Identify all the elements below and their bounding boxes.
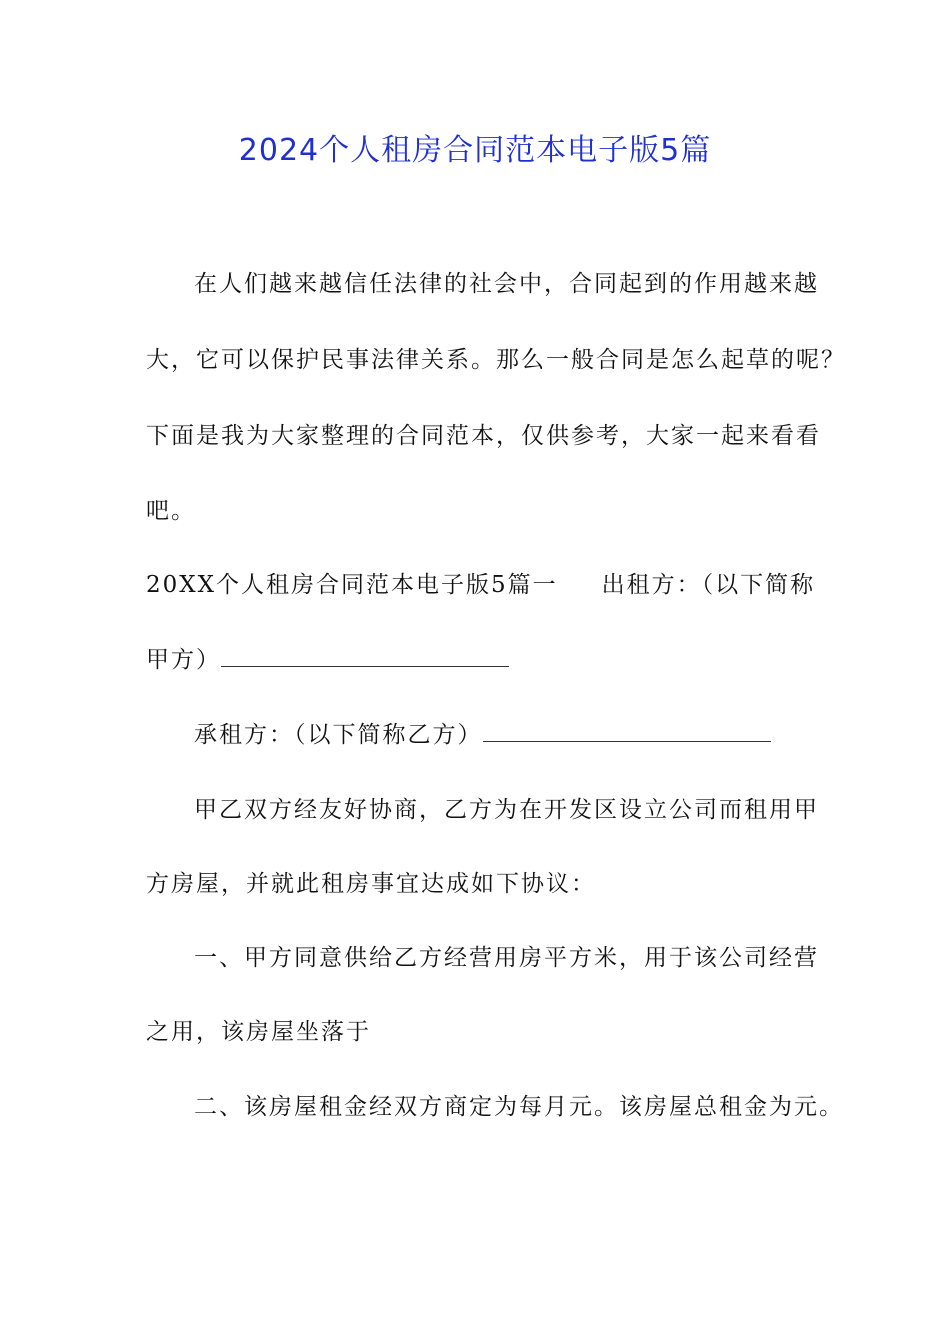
lessee-blank-field[interactable] xyxy=(483,717,771,742)
section-heading-line xyxy=(146,567,836,603)
agreement-line-2: 方房屋，并就此租房事宜达成如下协议： xyxy=(146,871,596,897)
agreement-line-1: 甲乙双方经友好协商，乙方为在开发区设立公司而租用甲 xyxy=(194,797,819,823)
intro-line-2: 大，它可以保护民事法律关系。那么一般合同是怎么起草的呢？ xyxy=(146,347,846,373)
lessor-blank-field[interactable] xyxy=(221,642,509,667)
intro-line-1: 在人们越来越信任法律的社会中，合同起到的作用越来越 xyxy=(194,271,819,297)
document-title: 2024个人租房合同范本电子版5篇 xyxy=(238,133,712,168)
intro-line-4: 吧。 xyxy=(146,498,196,524)
lessee-line xyxy=(194,717,884,753)
lessor-line xyxy=(146,642,836,678)
lessor-label: 出租方：（以下简称 xyxy=(601,572,816,598)
lessor-label-cont: 甲方） xyxy=(146,647,221,673)
section-heading: 20XX个人租房合同范本电子版5篇一 xyxy=(146,572,558,598)
clause1-line-1: 一、甲方同意供给乙方经营用房平方米，用于该公司经营 xyxy=(194,945,819,971)
lessee-label: 承租方：（以下简称乙方） xyxy=(194,722,483,748)
clause1-line-2: 之用，该房屋坐落于 xyxy=(146,1019,371,1045)
intro-line-3: 下面是我为大家整理的合同范本，仅供参考，大家一起来看看 xyxy=(146,423,821,449)
clause2-line: 二、该房屋租金经双方商定为每月元。该房屋总租金为元。 xyxy=(194,1094,844,1120)
